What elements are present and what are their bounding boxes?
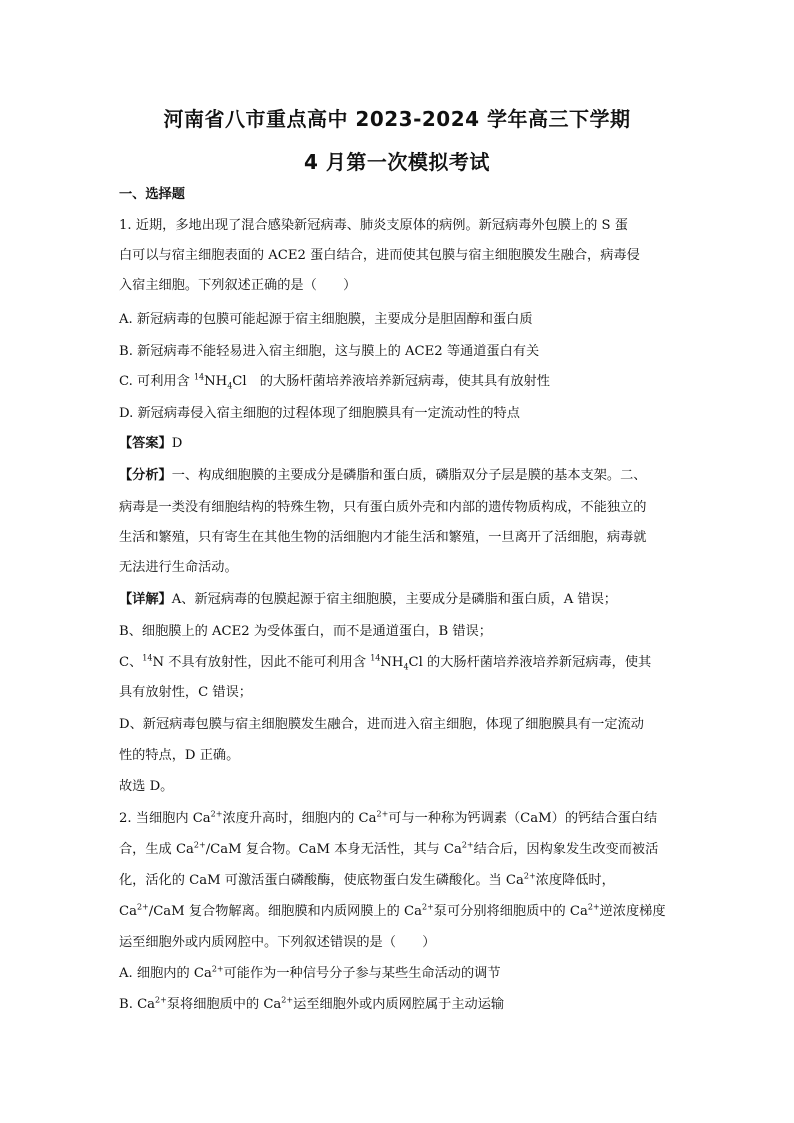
q1-option-c: C. 可利用含 $^{14}NH_4Cl$ 的大肠杆菌培养液培养新冠病毒，使其具有放射性 <box>119 372 550 391</box>
q1-conclusion: 故选 D。 <box>119 779 174 794</box>
q1-answer: 【答案】D <box>119 436 183 451</box>
q1-detail-c-line2: 具有放射性，C 错误； <box>119 685 252 700</box>
q1-detail-b: B、细胞膜上的 ACE2 为受体蛋白，而不是通道蛋白，B 错误； <box>119 624 492 639</box>
q1-detail-d-line1: D、新冠病毒包膜与宿主细胞膜发生融合，进而进入宿主细胞，体现了细胞膜具有一定流动 <box>119 717 644 732</box>
q2-stem-line1: 2. 当细胞内 $Ca^{2+}$浓度升高时，细胞内的 $Ca^{2+}$可与一种称为钙调素（CaM）的钙结合蛋白结 <box>119 809 658 826</box>
q2-stem-line2: 合，生成 $Ca^{2+}$/CaM 复合物。CaM 本身无活性，其与 $Ca^{2+}$结合后，因构象发生改变而被活 <box>119 840 659 857</box>
section-heading: 一、选择题 <box>119 187 185 202</box>
q1-detail-d-line2: 性的特点，D 正确。 <box>119 748 240 763</box>
q1-option-a: A. 新冠病毒的包膜可能起源于宿主细胞膜，主要成分是胆固醇和蛋白质 <box>119 312 533 327</box>
q2-stem-line5: 运至细胞外或内质网腔中。下列叙述错误的是（ ） <box>119 935 436 950</box>
page-title-line1: 河南省八市重点高中 2023-2024 学年高三下学期 <box>163 107 631 131</box>
q1-analysis-line2: 病毒是一类没有细胞结构的特殊生物，只有蛋白质外壳和内部的遗传物质构成，不能独立的 <box>119 500 647 515</box>
q1-analysis-line3: 生活和繁殖，只有寄生在其他生物的活细胞内才能生活和繁殖，一旦离开了活细胞，病毒就 <box>119 530 647 545</box>
q1-stem-line2: 白可以与宿主细胞表面的 ACE2 蛋白结合，进而使其包膜与宿主细胞膜发生融合，病毒侵 <box>119 248 640 263</box>
q1-detail-c-line1: C、$^{14}$N 不具有放射性，因此不能可利用含 $^{14}NH_4Cl$ 的大肠杆菌培养液培养新冠病毒，使其 <box>119 653 652 672</box>
q2-stem-line3: 化，活化的 CaM 可激活蛋白磷酸酶，使底物蛋白发生磷酸化。当 $Ca^{2+}$浓度降低时， <box>119 871 615 888</box>
q1-stem-line1: 1. 近期，多地出现了混合感染新冠病毒、肺炎支原体的病例。新冠病毒外包膜上的 S 蛋 <box>119 218 628 233</box>
q1-option-d: D. 新冠病毒侵入宿主细胞的过程体现了细胞膜具有一定流动性的特点 <box>119 406 520 421</box>
q2-option-a: A. 细胞内的 $Ca^{2+}$可能作为一种信号分子参与某些生命活动的调节 <box>119 964 501 981</box>
page-title-line2: 4 月第一次模拟考试 <box>304 150 490 174</box>
q1-option-b: B. 新冠病毒不能轻易进入宿主细胞，这与膜上的 ACE2 等通道蛋白有关 <box>119 344 540 359</box>
q1-stem-line3: 入宿主细胞。下列叙述正确的是（ ） <box>119 278 357 293</box>
q1-analysis-line1: 【分析】一、构成细胞膜的主要成分是磷脂和蛋白质，磷脂双分子层是膜的基本支架。二、 <box>119 468 647 483</box>
q2-stem-line4: $Ca^{2+}$/CaM 复合物解离。细胞膜和内质网膜上的 $Ca^{2+}$泵可分别将细胞质中的 $Ca^{2+}$逆浓度梯度 <box>119 902 666 919</box>
q1-analysis-line4: 无法进行生命活动。 <box>119 560 238 575</box>
q2-option-b: B. $Ca^{2+}$泵将细胞质中的 $Ca^{2+}$运至细胞外或内质网腔属于主动运输 <box>119 995 505 1012</box>
q1-detail-a: 【详解】A、新冠病毒的包膜起源于宿主细胞膜，主要成分是磷脂和蛋白质，A 错误； <box>119 592 617 607</box>
